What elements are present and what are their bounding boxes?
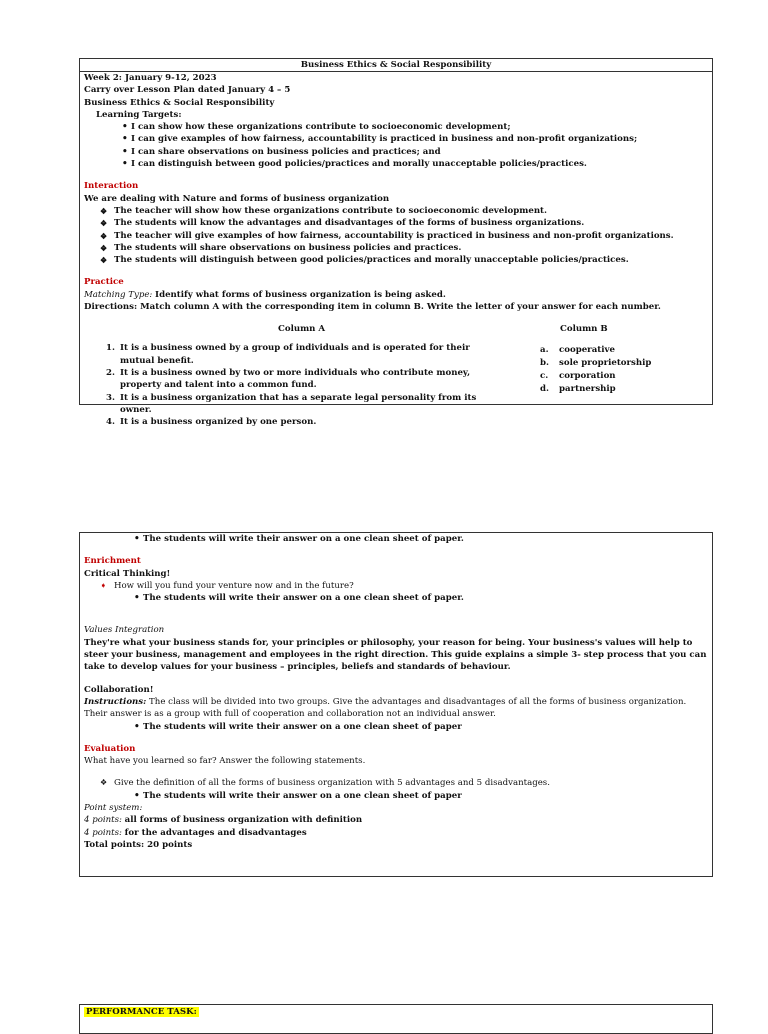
interaction-item: ❖ The students will share observations on business policies and practices. bbox=[100, 242, 462, 253]
answer-instruction: • The students will write their answer on a one clean sheet of paper bbox=[143, 790, 708, 802]
performance-task-heading: PERFORMANCE TASK: bbox=[86, 1007, 197, 1017]
interaction-item: ❖ The students will distinguish between good policies/practices and morally unacceptable policies/practices. bbox=[100, 255, 629, 266]
column-a-item: 4. It is a business organized by one person. bbox=[106, 417, 317, 428]
diamond-bullet-icon: ❖ bbox=[100, 778, 108, 788]
learning-target-item: • I can show how these organizations contribute to socioeconomic development; bbox=[131, 121, 708, 133]
diamond-bullet-icon: ❖ bbox=[100, 242, 108, 253]
answer-instruction: • The students will write their answer on a one clean sheet of paper. bbox=[143, 592, 708, 604]
point-row: 4 points: for the advantages and disadvantages bbox=[84, 827, 307, 838]
column-a-item: 3. It is a business organization that has a separate legal personality from its owner. bbox=[106, 392, 477, 415]
interaction-item: ❖ The students will know the advantages and disadvantages of the forms of business organizations. bbox=[100, 218, 585, 229]
collaboration-heading: Collaboration! bbox=[84, 684, 154, 695]
column-b-heading: Column B bbox=[560, 324, 608, 335]
column-a-item: 1. It is a business owned by a group of individuals and is operated for their mutual benefit. bbox=[106, 343, 470, 366]
evaluation-intro: What have you learned so far? Answer the following statements. bbox=[84, 756, 366, 767]
instructions-line: Instructions: The class will be divided into two groups. Give the advantages and disadvantages of all the forms of business organization. Their answer is as a group with full of cooperation and collaboration not an individual answer. bbox=[84, 696, 687, 720]
point-system-label: Point system: bbox=[84, 803, 143, 814]
enrichment-heading: Enrichment bbox=[84, 556, 141, 567]
learning-targets-label: Learning Targets: bbox=[96, 109, 182, 120]
evaluation-item: ❖ Give the definition of all the forms of business organization with 5 advantages and 5 disadvantages. bbox=[100, 778, 550, 789]
column-b-item: b. sole proprietorship bbox=[540, 358, 652, 369]
interaction-intro: We are dealing with Nature and forms of business organization bbox=[84, 193, 390, 204]
diamond-bullet-icon: ❖ bbox=[100, 218, 108, 229]
column-a-heading: Column A bbox=[278, 324, 326, 335]
learning-target-item: • I can share observations on business policies and practices; and bbox=[131, 146, 708, 158]
section-title: Business Ethics & Social Responsibility bbox=[80, 59, 712, 72]
directions-line: Directions: Match column A with the corresponding item in column B. Write the letter of your answer for each number. bbox=[84, 302, 661, 313]
learning-target-item: • I can distinguish between good policies/practices and morally unacceptable policies/practices. bbox=[131, 158, 708, 170]
diamond-bullet-icon: ❖ bbox=[100, 205, 108, 216]
column-b-item: a. cooperative bbox=[540, 345, 615, 356]
evaluation-heading: Evaluation bbox=[84, 743, 136, 754]
point-row: 4 points: all forms of business organization with definition bbox=[84, 815, 363, 826]
diamond-bullet-icon: ❖ bbox=[100, 255, 108, 266]
column-b-item: c. corporation bbox=[540, 371, 616, 382]
diamond-bullet-icon: ❖ bbox=[100, 230, 108, 241]
matching-columns bbox=[84, 323, 708, 428]
column-b-list bbox=[540, 344, 651, 396]
answer-instruction: • The students will write their answer on a one clean sheet of paper. bbox=[143, 533, 708, 545]
lesson-plan-section-1 bbox=[79, 58, 713, 428]
practice-heading: Practice bbox=[84, 277, 124, 288]
learning-targets-list bbox=[84, 121, 708, 170]
performance-task-section bbox=[79, 1004, 713, 1034]
carry-over-label: Carry over Lesson Plan dated January 4 – 5 bbox=[84, 85, 291, 96]
interaction-heading: Interaction bbox=[84, 181, 139, 192]
column-a-list bbox=[98, 342, 498, 428]
interaction-item: ❖ The teacher will give examples of how fairness, accountability is practiced in business and non-profit organizations. bbox=[100, 230, 674, 241]
values-integration-label: Values Integration bbox=[84, 625, 165, 636]
interaction-item: ❖ The teacher will show how these organizations contribute to socioeconomic development. bbox=[100, 205, 548, 216]
values-integration-text: They're what your business stands for, your principles or philosophy, your reason for being. Your business's values will help to steer your business, management and employees in the right direction. This guide explains a simple 3- step process that you can take to develop values for your business – principles, beliefs and standards of behaviour. bbox=[84, 637, 707, 673]
subject-label: Business Ethics & Social Responsibility bbox=[84, 97, 275, 108]
week-label: Week 2: January 9-12, 2023 bbox=[84, 73, 217, 83]
arrow-bullet-icon: ➧ bbox=[100, 580, 107, 590]
learning-target-item: • I can give examples of how fairness, accountability is practiced in business and non-profit organizations; bbox=[131, 133, 708, 145]
interaction-list bbox=[84, 205, 708, 266]
critical-thinking-label: Critical Thinking! bbox=[84, 568, 171, 579]
critical-thinking-question: ➧ How will you fund your venture now and in the future? bbox=[100, 580, 354, 591]
answer-instruction: • The students will write their answer on a one clean sheet of paper bbox=[143, 721, 708, 733]
total-points: Total points: 20 points bbox=[84, 839, 193, 850]
lesson-plan-section-2 bbox=[79, 532, 713, 877]
column-b-item: d. partnership bbox=[540, 384, 616, 395]
column-a-item: 2. It is a business owned by two or more individuals who contribute money, property and talent into a common fund. bbox=[106, 367, 471, 391]
matching-type-line: Matching Type: Identify what forms of business organization is being asked. bbox=[84, 289, 446, 300]
